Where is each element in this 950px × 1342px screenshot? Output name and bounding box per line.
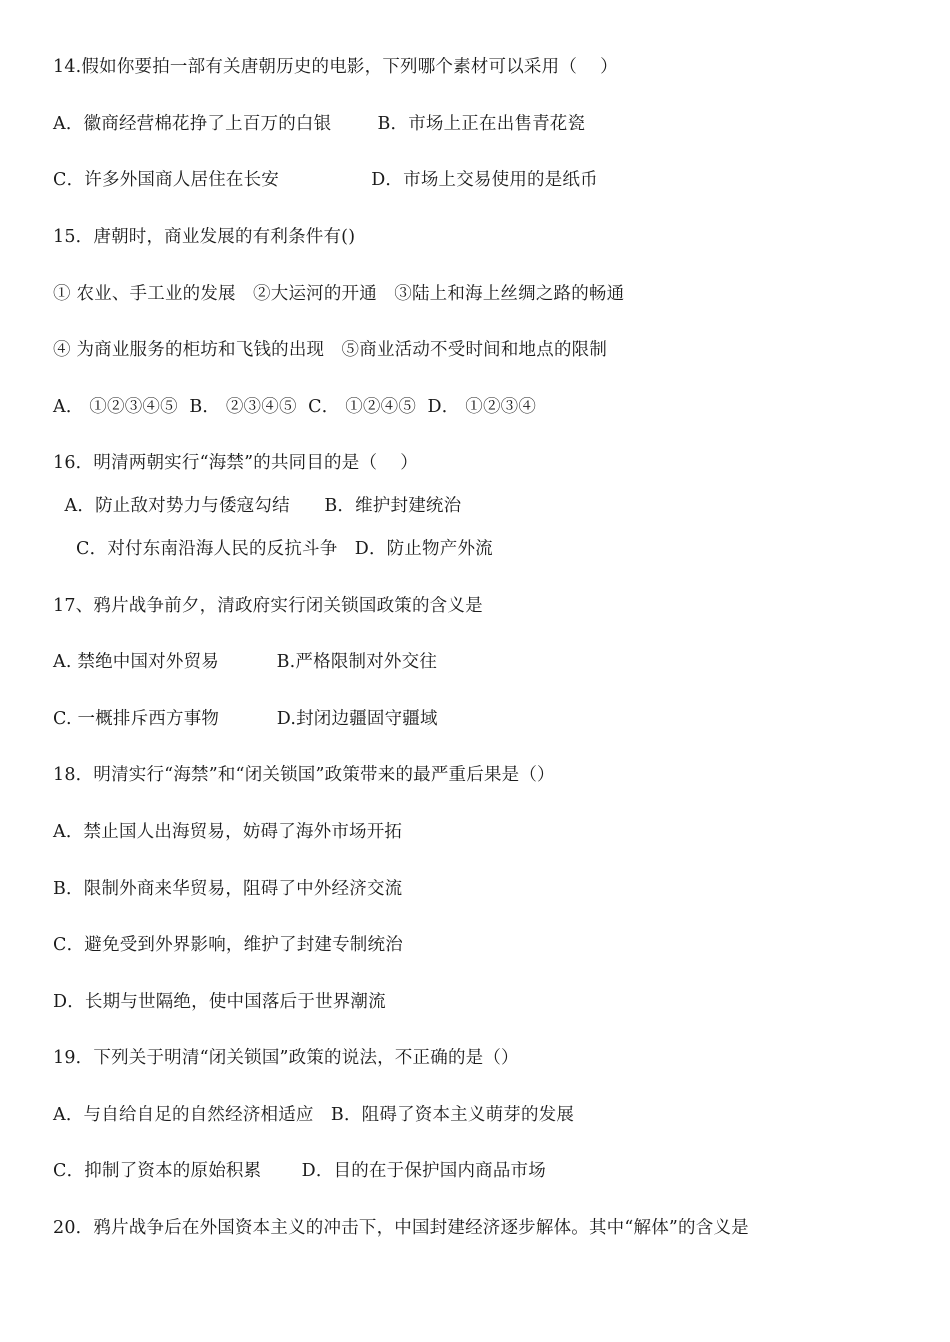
question-19-options-ab: A．与自给自足的自然经济相适应 B．阻碍了资本主义萌芽的发展	[53, 1105, 575, 1125]
question-18-option-d: D．长期与世隔绝，使中国落后于世界潮流	[53, 992, 386, 1012]
question-18-option-a: A．禁止国人出海贸易，妨碍了海外市场开拓	[53, 822, 403, 842]
question-15-items-1: ① 农业、手工业的发展 ②大运河的开通 ③陆上和海上丝绸之路的畅通	[53, 284, 625, 304]
question-16-options-ab: A．防止敌对势力与倭寇勾结 B．维护封建统治	[53, 496, 462, 516]
question-14-options-ab: A．徽商经营棉花挣了上百万的白银 B．市场上正在出售青花瓷	[53, 114, 586, 134]
question-17-stem: 17、鸦片战争前夕，清政府实行闭关锁国政策的含义是	[53, 596, 483, 616]
question-19-options-cd: C．抑制了资本的原始积累 D．目的在于保护国内商品市场	[53, 1161, 546, 1181]
question-18-option-b: B．限制外商来华贸易，阻碍了中外经济交流	[53, 879, 403, 899]
question-17-options-ab: A. 禁绝中国对外贸易 B.严格限制对外交往	[53, 652, 438, 672]
question-18-stem: 18．明清实行“海禁”和“闭关锁国”政策带来的最严重后果是（）	[53, 765, 555, 785]
question-18-option-c: C．避免受到外界影响，维护了封建专制统治	[53, 935, 403, 955]
question-19-stem: 19．下列关于明清“闭关锁国”政策的说法，不正确的是（）	[53, 1048, 519, 1068]
question-17-options-cd: C. 一概排斥西方事物 D.封闭边疆固守疆域	[53, 709, 438, 729]
question-14-stem: 14.假如你要拍一部有关唐朝历史的电影，下列哪个素材可以采用（ ）	[53, 57, 618, 77]
question-15-items-2: ④ 为商业服务的柜坊和飞钱的出现 ⑤商业活动不受时间和地点的限制	[53, 340, 608, 360]
question-20-stem: 20．鸦片战争后在外国资本主义的冲击下，中国封建经济逐步解体。其中“解体”的含义是	[53, 1218, 749, 1238]
question-16-options-cd: C．对付东南沿海人民的反抗斗争 D．防止物产外流	[53, 539, 493, 559]
question-14-options-cd: C．许多外国商人居住在长安 D．市场上交易使用的是纸币	[53, 170, 598, 190]
question-16-stem: 16．明清两朝实行“海禁”的共同目的是（ ）	[53, 453, 418, 473]
question-15-stem: 15．唐朝时，商业发展的有利条件有()	[53, 227, 356, 247]
question-15-options: A． ①②③④⑤ B． ②③④⑤ C． ①②④⑤ D． ①②③④	[53, 397, 537, 417]
